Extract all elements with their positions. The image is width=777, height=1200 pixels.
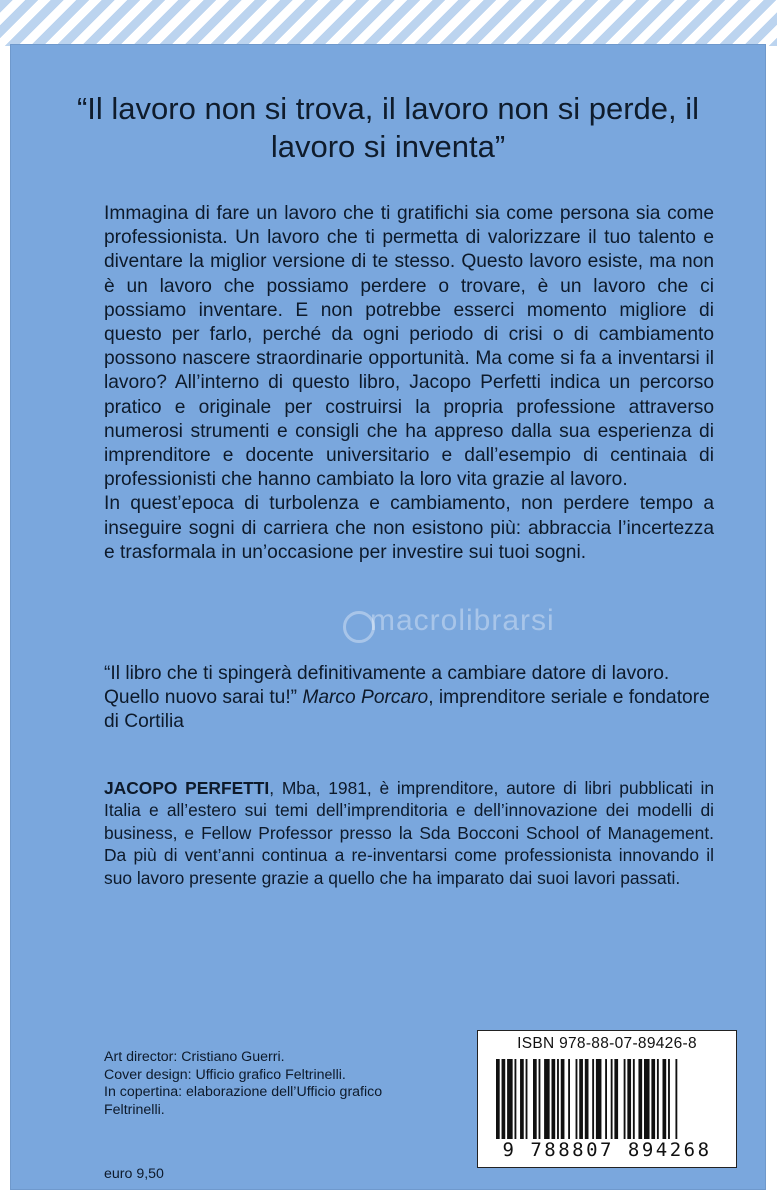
barcode-bar xyxy=(668,1059,670,1139)
barcode-bar xyxy=(552,1059,556,1139)
barcode-number: 9 788807 894268 xyxy=(502,1139,712,1161)
credit-line: Art director: Cristiano Guerri. xyxy=(104,1049,285,1065)
endorsement-author: Marco Porcaro xyxy=(302,687,429,709)
endorsement-text: “Il libro che ti spingerà definitivamente a cambiare datore di lavoro. Quello nuovo sarai tu!” xyxy=(104,663,670,709)
barcode-bar xyxy=(533,1059,537,1139)
author-bio xyxy=(104,777,714,889)
barcode-bar xyxy=(614,1059,618,1139)
cover-credits xyxy=(104,1049,464,1119)
barcode-bar xyxy=(624,1059,626,1139)
endorsement-quote xyxy=(104,662,714,735)
barcode-bar xyxy=(496,1059,500,1139)
barcode-bar xyxy=(657,1059,659,1139)
barcode-bar xyxy=(592,1059,594,1139)
isbn-label: ISBN 978-88-07-89426-8 xyxy=(517,1035,697,1052)
striped-top-border xyxy=(0,0,777,46)
barcode-bar xyxy=(663,1059,667,1139)
barcode-bar xyxy=(576,1059,578,1139)
barcode-bar xyxy=(585,1059,589,1139)
barcode-bar xyxy=(605,1059,607,1139)
barcode-bar xyxy=(561,1059,565,1139)
barcode-bar xyxy=(596,1059,602,1139)
barcode-bar xyxy=(611,1059,613,1139)
credit-line: In copertina: elaborazione dell’Ufficio grafico xyxy=(104,1084,383,1100)
barcode-bar xyxy=(557,1059,559,1139)
synopsis-paragraph-2: In quest’epoca di turbolenza e cambiamento, non perdere tempo a inseguire sogni di carriera che non esistono più: abbraccia l’incertezza e trasformala in un’occasione per investire sui tuoi sogni. xyxy=(104,493,714,563)
barcode-bar xyxy=(526,1059,528,1139)
barcode-bar xyxy=(579,1059,583,1139)
cover-headline-quote: “Il lavoro non si trova, il lavoro non si perde, il lavoro si inventa” xyxy=(76,91,699,164)
credit-line: Cover design: Ufficio grafico Feltrinelli. xyxy=(104,1066,346,1083)
barcode-bar xyxy=(515,1059,517,1139)
endorsement-author-role: , imprenditore seriale e fondatore di Cortilia xyxy=(104,687,710,733)
author-bio-text: , Mba, 1981, è imprenditore, autore di libri pubblicati in Italia e all’estero sui temi dell’imprenditoria e dell’innovazione dei modelli di business, e Fellow Professor presso la Sda Bocconi School of Management. Da più di vent’anni continua a re-inventarsi come professionista innovando il suo lavoro presente grazie a quello che ha imparato dai suoi lavori passati. xyxy=(104,778,714,888)
price-label: euro 9,50 xyxy=(104,1166,164,1182)
barcode-bar xyxy=(638,1059,642,1139)
barcode-bar xyxy=(544,1059,550,1139)
barcode-bar xyxy=(507,1059,513,1139)
barcode-bar xyxy=(502,1059,506,1139)
barcode-graphic xyxy=(496,1059,718,1139)
author-name: JACOPO PERFETTI xyxy=(104,778,270,798)
barcode-bar xyxy=(627,1059,631,1139)
watermark-text: macrolibrarsi xyxy=(370,604,555,637)
barcode-bar xyxy=(651,1059,655,1139)
synopsis-paragraph-1: Immagina di fare un lavoro che ti gratifichi sia come persona sia come professionista. Un lavoro che ti permetta di valorizzare il tuo talento e diventare la miglior versione di te stesso. Questo lavoro esiste, ma non è un lavoro che possiamo perdere o trovare, è un lavoro che ci possiamo inventare. E non potrebbe esserci momento migliore di questo per farlo, perché da ogni periodo di crisi o di cambiamento possono nascere straordinarie opportunità. Ma come si fa a inventarsi il lavoro? All’interno di questo libro, Jacopo Perfetti indica un percorso pratico e originale per costruirsi la propria professione attraverso numerosi strumenti e consigli che ha appreso dalla sua esperienza di imprenditore e docente universitario e dall’esempio di centinaia di professionisti che hanno cambiato la loro vita grazie al lavoro. xyxy=(104,203,714,491)
barcode-bar xyxy=(644,1059,650,1139)
barcode-bar xyxy=(568,1059,570,1139)
barcode-bar xyxy=(539,1059,541,1139)
back-cover xyxy=(10,44,766,1190)
barcode-bar xyxy=(675,1059,677,1139)
synopsis xyxy=(104,202,714,565)
barcode-bar xyxy=(520,1059,524,1139)
isbn-barcode-box xyxy=(477,1030,737,1168)
credit-line: Feltrinelli. xyxy=(104,1101,165,1118)
barcode-bar xyxy=(633,1059,635,1139)
